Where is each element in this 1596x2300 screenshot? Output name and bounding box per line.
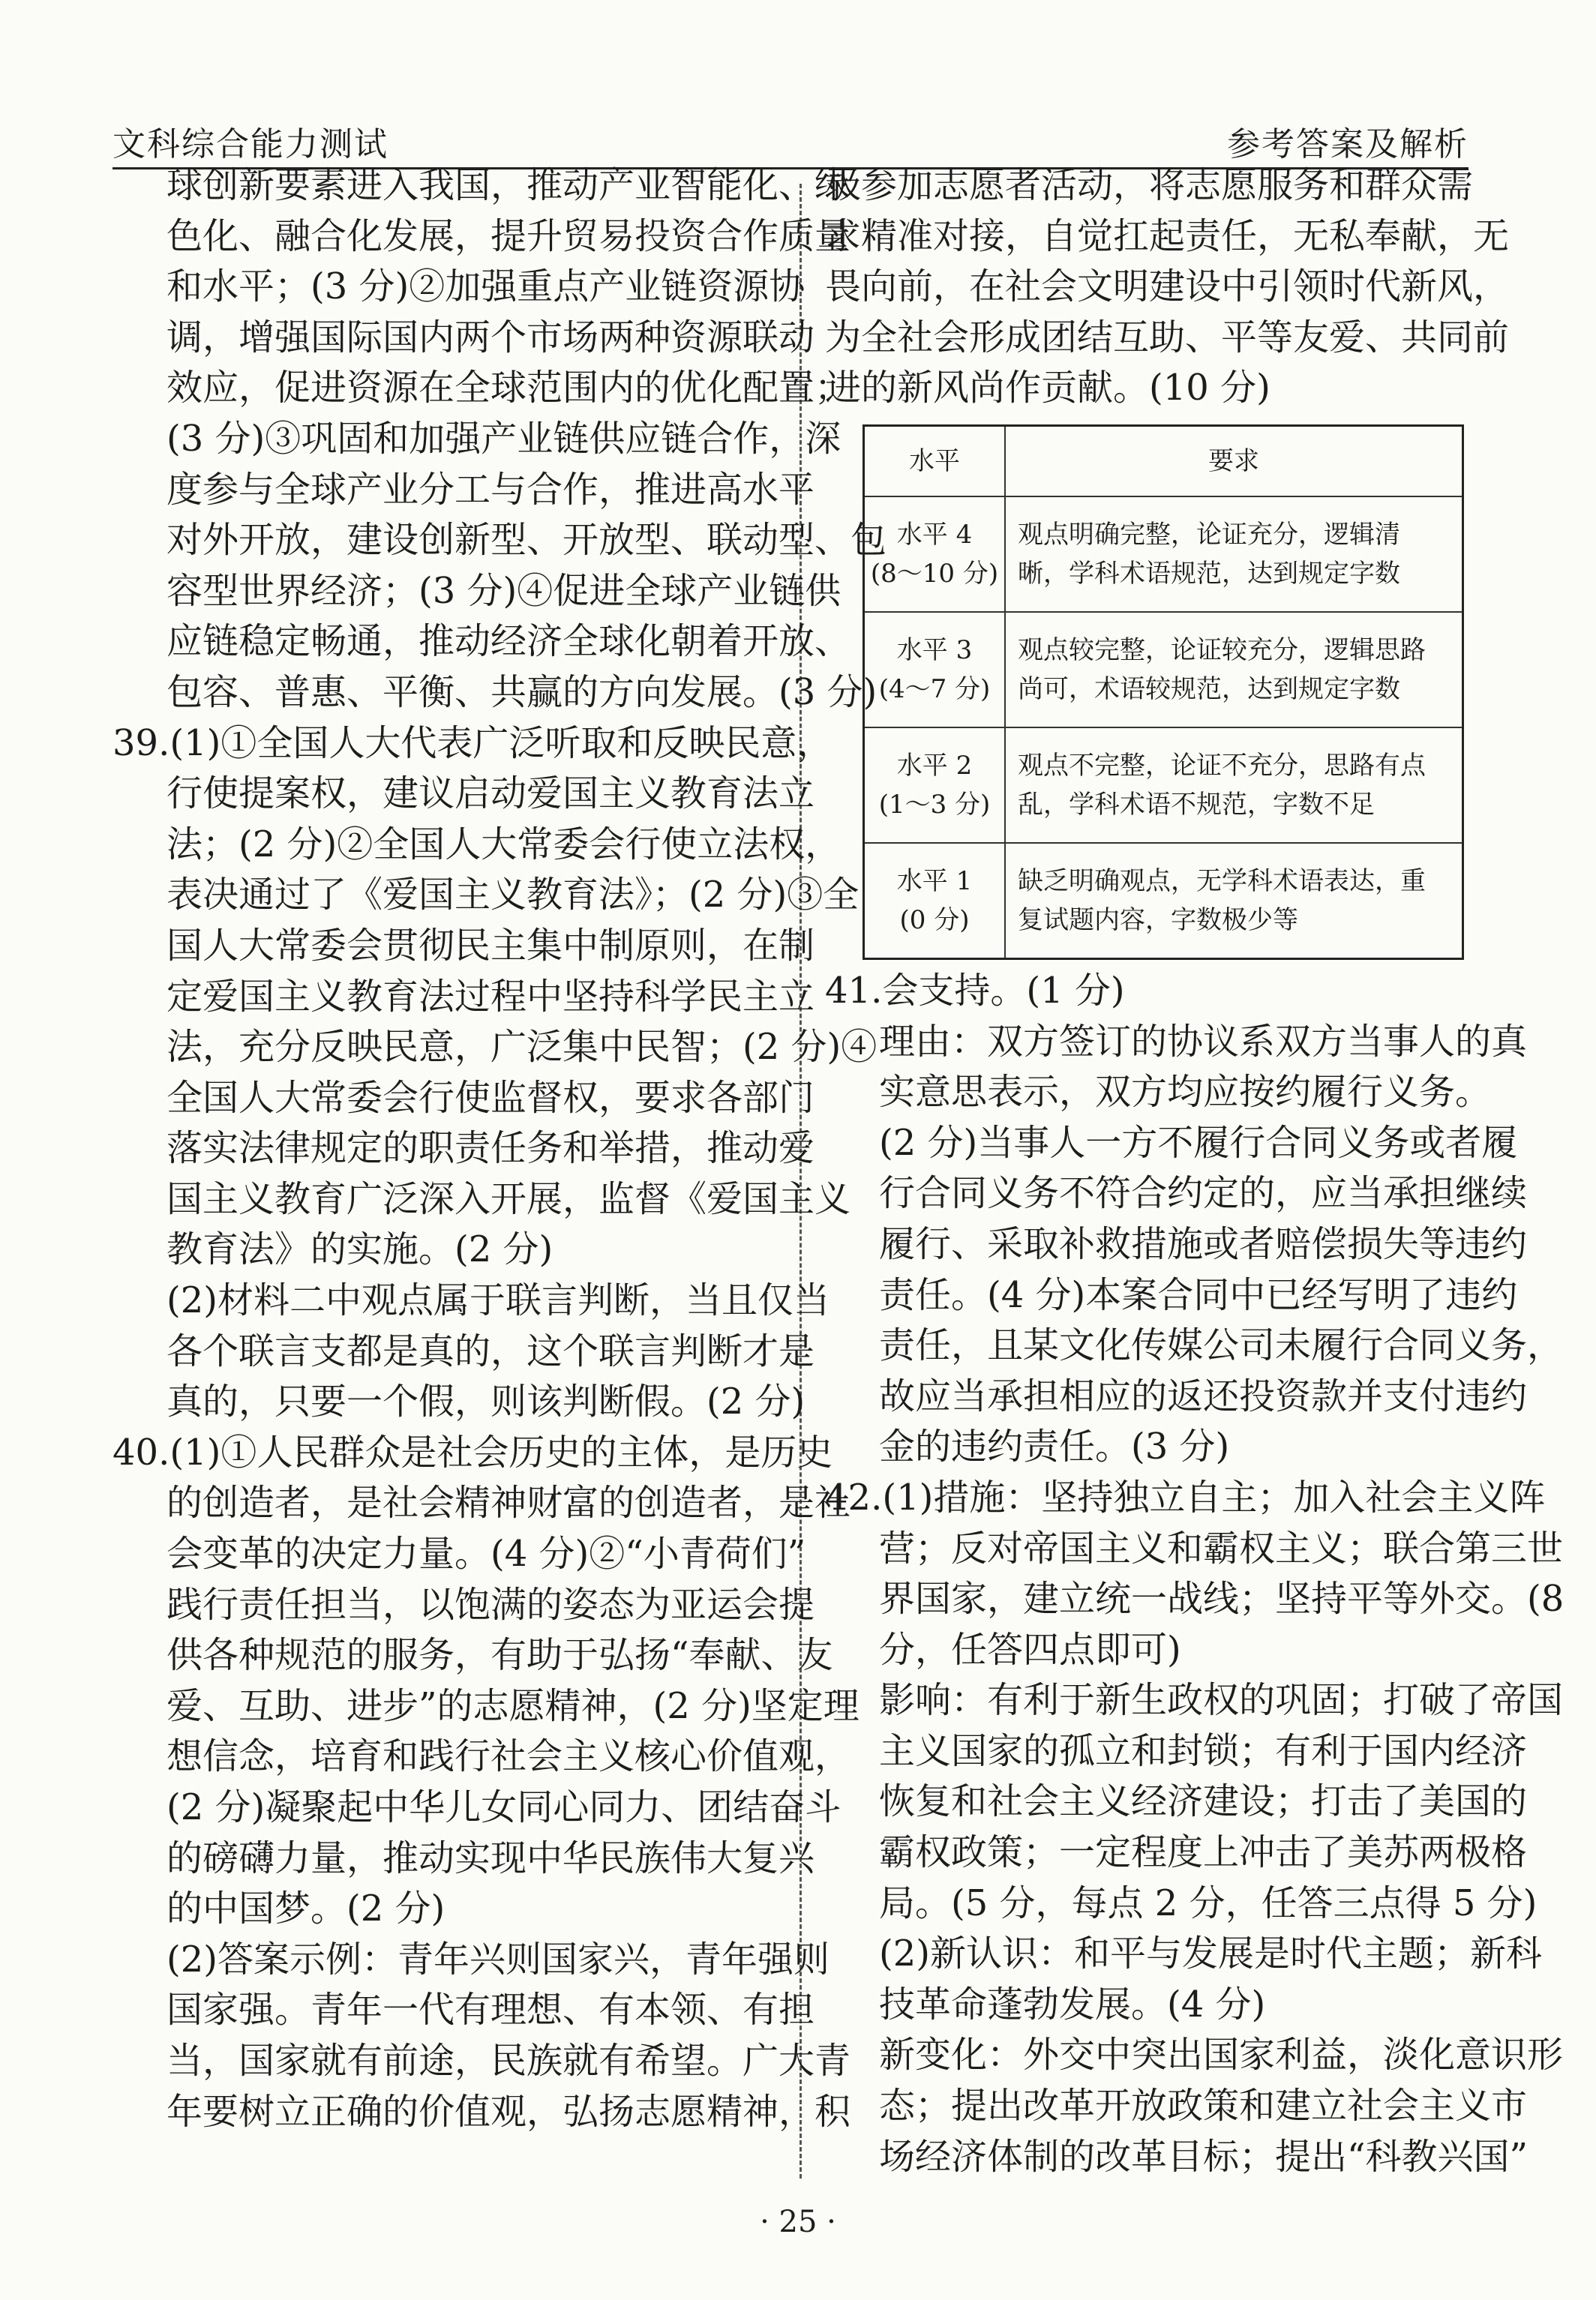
text-line: (2)新认识：和平与发展是时代主题；新科 <box>879 1933 1542 1975</box>
text-line: 对外开放，建设创新型、开放型、联动型、包 <box>166 519 887 562</box>
text-line: 局。(5 分，每点 2 分，任答三点得 5 分) <box>879 1882 1538 1924</box>
table-row <box>864 496 1463 612</box>
requirement-cell <box>1005 612 1463 727</box>
text-line: 全国人大常委会行使监督权，要求各部门 <box>166 1076 815 1119</box>
text-line: 国主义教育广泛深入开展，监督《爱国主义 <box>166 1177 851 1220</box>
text-line: 的创造者，是社会精神财富的创造者，是社 <box>166 1482 851 1525</box>
text-line: 责任，且某文化传媒公司未履行合同义务， <box>879 1324 1564 1367</box>
text-line: 41.会支持。(1 分) <box>825 969 1125 1012</box>
level-name: 水平 2 <box>896 750 973 781</box>
header-right-title: 参考答案及解析 <box>1227 125 1468 163</box>
header-left-title: 文科综合能力测试 <box>112 125 388 163</box>
text-line: 理由：双方签订的协议系双方当事人的真 <box>879 1020 1528 1063</box>
text-line: 年要树立正确的价值观，弘扬志愿精神，积 <box>166 2090 851 2133</box>
text-line: 霸权政策；一定程度上冲击了美苏两极格 <box>879 1831 1528 1874</box>
level-cell <box>864 496 1006 612</box>
text-line: 落实法律规定的职责任务和举措，推动爱 <box>166 1127 815 1170</box>
text-line: 国家强。青年一代有理想、有本领、有担 <box>166 1989 815 2032</box>
level-name: 水平 4 <box>896 519 973 550</box>
text-line: 主义国家的孤立和封锁；有利于国内经济 <box>879 1729 1528 1772</box>
text-line: 效应，促进资源在全球范围内的优化配置； <box>166 367 851 409</box>
text-line: 爱、互助、进步”的志愿精神，(2 分)坚定理 <box>166 1684 860 1727</box>
level-score: (8～10 分) <box>870 558 999 589</box>
text-line: 应链稳定畅通，推动经济全球化朝着开放、 <box>166 620 851 663</box>
requirement-cell <box>1005 843 1463 959</box>
text-line: 场经济体制的改革目标；提出“科教兴国” <box>879 2135 1528 2178</box>
requirement-line: 观点不完整，论证不充分，思路有点 <box>1018 750 1426 781</box>
right-top-text <box>825 160 1510 414</box>
text-line: 畏向前，在社会文明建设中引领时代新风， <box>825 265 1510 308</box>
table-row <box>864 612 1463 727</box>
text-line: 态；提出改革开放政策和建立社会主义市 <box>879 2085 1528 2128</box>
text-line: 40.(1)①人民群众是社会历史的主体，是历史 <box>112 1431 833 1474</box>
text-line: 践行责任担当，以饱满的姿态为亚运会提 <box>166 1583 815 1626</box>
text-line: 实意思表示，双方均应按约履行义务。 <box>879 1071 1492 1114</box>
text-line: 球创新要素进入我国，推动产业智能化、绿 <box>166 164 851 206</box>
text-line: 法，充分反映民意，广泛集中民智；(2 分)④ <box>166 1026 878 1069</box>
requirement-line: 观点较完整，论证较充分，逻辑思路 <box>1018 634 1426 665</box>
table-header-requirement: 要求 <box>1005 425 1463 496</box>
requirement-line: 晰，学科术语规范，达到规定字数 <box>1018 558 1400 589</box>
text-line: 法；(2 分)②全国人大常委会行使立法权， <box>166 823 842 865</box>
text-line: 会变革的决定力量。(4 分)②“小青荷们” <box>166 1533 806 1576</box>
requirement-cell <box>1005 727 1463 843</box>
text-line: 界国家，建立统一战线；坚持平等外交。(8 <box>879 1578 1564 1621</box>
level-score: (1～3 分) <box>878 789 991 820</box>
text-line: 色化、融合化发展，提升贸易投资合作质量 <box>166 214 851 257</box>
table-header-level: 水平 <box>864 425 1006 496</box>
text-line: 容型世界经济；(3 分)④促进全球产业链供 <box>166 569 842 612</box>
scoring-table <box>862 424 1464 960</box>
text-line: 表决通过了《爱国主义教育法》；(2 分)③全 <box>166 874 860 916</box>
right-bottom-text <box>825 966 1564 2182</box>
text-line: (2)材料二中观点属于联言判断，当且仅当 <box>166 1279 830 1322</box>
text-line: 进的新风尚作贡献。(10 分) <box>825 367 1270 409</box>
text-line: 国人大常委会贯彻民主集中制原则，在制 <box>166 924 815 967</box>
text-line: 调，增强国际国内两个市场两种资源联动 <box>166 316 815 358</box>
requirement-line: 观点明确完整，论证充分，逻辑清 <box>1018 519 1400 550</box>
level-score: (0 分) <box>899 904 970 935</box>
text-line: 供各种规范的服务，有助于弘扬“奉献、友 <box>166 1634 833 1677</box>
requirement-line: 尚可，术语较规范，达到规定字数 <box>1018 673 1400 704</box>
text-line: 行合同义务不符合约定的，应当承担继续 <box>879 1172 1528 1215</box>
text-line: 影响：有利于新生政权的巩固；打破了帝国 <box>879 1679 1564 1722</box>
text-line: 新变化：外交中突出国家利益，淡化意识形 <box>879 2034 1564 2077</box>
text-line: 金的违约责任。(3 分) <box>879 1426 1230 1468</box>
level-cell <box>864 843 1006 959</box>
level-score: (4～7 分) <box>878 673 991 704</box>
table-row <box>864 727 1463 843</box>
text-line: 分，任答四点即可) <box>879 1628 1181 1671</box>
text-line: 履行、采取补救措施或者赔偿损失等违约 <box>879 1222 1528 1265</box>
text-line: 求精准对接，自觉扛起责任，无私奉献，无 <box>825 214 1510 257</box>
text-line: 极参加志愿者活动，将志愿服务和群众需 <box>825 164 1474 206</box>
table-row <box>864 843 1463 959</box>
text-line: 度参与全球产业分工与合作，推进高水平 <box>166 468 815 511</box>
requirement-line: 乱，学科术语不规范，字数不足 <box>1018 789 1375 820</box>
text-line: 营；反对帝国主义和霸权主义；联合第三世 <box>879 1527 1564 1570</box>
text-line: (2 分)当事人一方不履行合同义务或者履 <box>879 1121 1518 1164</box>
text-line: 真的，只要一个假，则该判断假。(2 分) <box>166 1381 806 1423</box>
text-line: (3 分)③巩固和加强产业链供应链合作，深 <box>166 417 842 460</box>
text-line: 各个联言支都是真的，这个联言判断才是 <box>166 1330 815 1372</box>
text-line: 想信念，培育和践行社会主义核心价值观， <box>166 1735 851 1778</box>
text-line: 行使提案权，建议启动爱国主义教育法立 <box>166 772 815 815</box>
requirement-line: 缺乏明确观点，无学科术语表达，重 <box>1018 865 1426 896</box>
level-name: 水平 1 <box>896 865 973 896</box>
page-number: · 25 · <box>760 2205 836 2239</box>
requirement-line: 复试题内容，字数极少等 <box>1018 904 1298 935</box>
text-line: 42.(1)措施：坚持独立自主；加入社会主义阵 <box>825 1476 1546 1519</box>
text-line: 技革命蓬勃发展。(4 分) <box>879 1983 1266 2026</box>
text-line: 为全社会形成团结互助、平等友爱、共同前 <box>825 316 1510 358</box>
text-line: 包容、普惠、平衡、共赢的方向发展。(3 分) <box>166 670 878 713</box>
text-line: 39.(1)①全国人大代表广泛听取和反映民意， <box>112 721 833 764</box>
level-cell <box>864 612 1006 727</box>
requirement-cell <box>1005 496 1463 612</box>
text-line: (2 分)凝聚起中华儿女同心同力、团结奋斗 <box>166 1786 842 1828</box>
level-cell <box>864 727 1006 843</box>
level-name: 水平 3 <box>896 634 973 665</box>
text-line: 当，国家就有前途，民族就有希望。广大青 <box>166 2039 851 2082</box>
right-column <box>825 160 1564 2182</box>
text-line: (2)答案示例：青年兴则国家兴，青年强则 <box>166 1938 830 1981</box>
text-line: 教育法》的实施。(2 分) <box>166 1228 554 1271</box>
left-column <box>112 160 887 2137</box>
text-line: 和水平；(3 分)②加强重点产业链资源协 <box>166 265 806 308</box>
text-line: 的磅礴力量，推动实现中华民族伟大复兴 <box>166 1837 815 1879</box>
text-line: 定爱国主义教育法过程中坚持科学民主立 <box>166 975 815 1018</box>
table-header-row <box>864 425 1463 496</box>
text-line: 的中国梦。(2 分) <box>166 1888 446 1930</box>
text-line: 责任。(4 分)本案合同中已经写明了违约 <box>879 1273 1518 1316</box>
text-line: 故应当承担相应的返还投资款并支付违约 <box>879 1375 1528 1417</box>
text-line: 恢复和社会主义经济建设；打击了美国的 <box>879 1780 1528 1823</box>
